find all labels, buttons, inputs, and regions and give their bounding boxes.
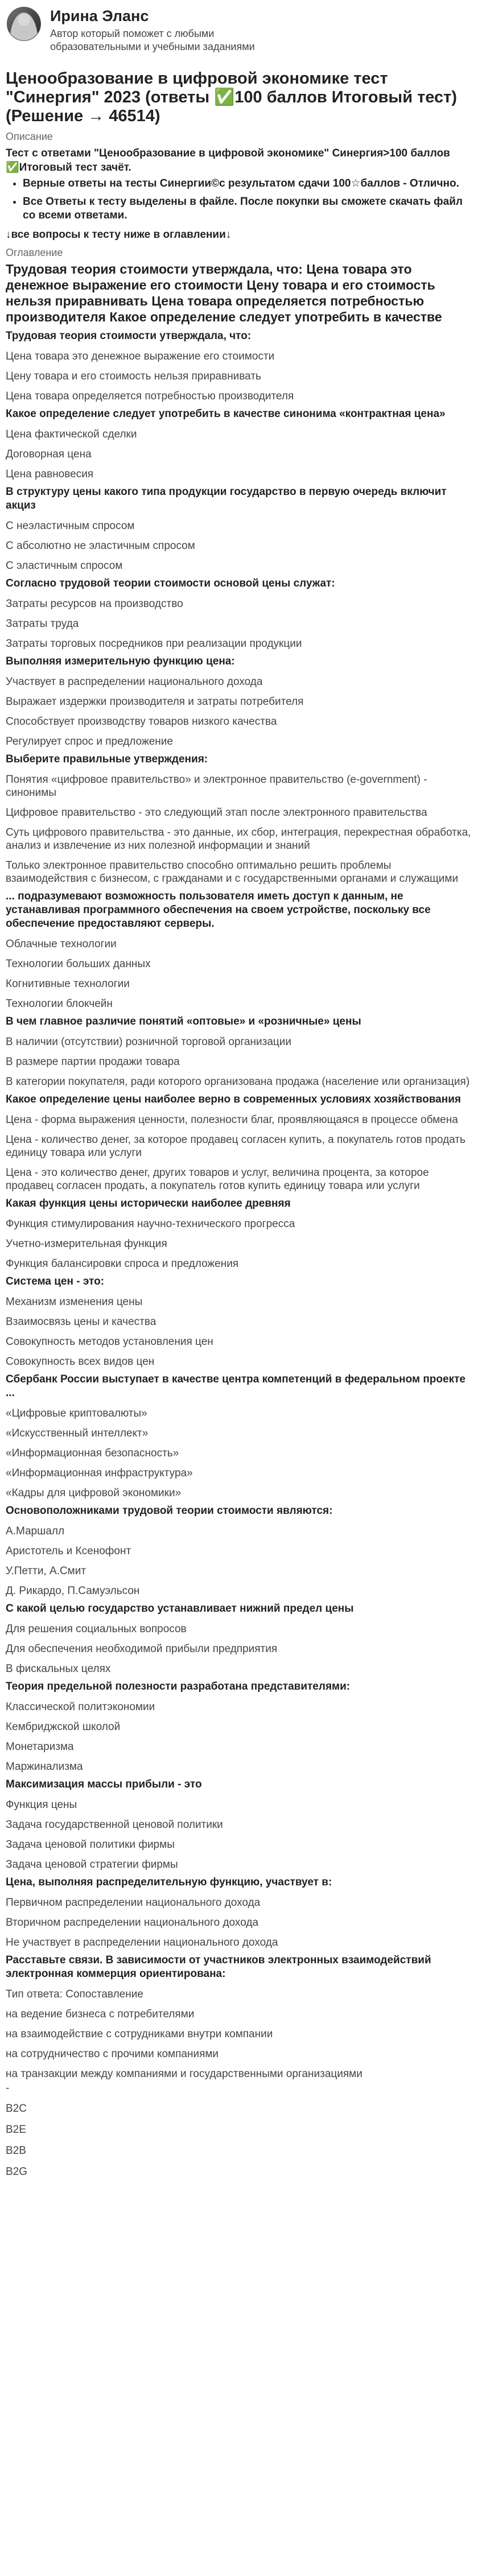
answer-option: Цена - это количество денег, других товаров и услуг, величина процента, за которое продавец согласен продать, а покупатель готов купить единицу товара или услуги (6, 1167, 429, 1192)
answer-option: Когнитивные технологии (6, 978, 130, 990)
answer-option: А.Маршалл (6, 1525, 65, 1537)
answer-option: Способствует производству товаров низкого качества (6, 716, 277, 728)
answer-option: Не участвует в распределении национального дохода (6, 1937, 278, 1948)
question-list (6, 329, 476, 2080)
question-text: Расставьте связи. В зависимости от участников электронных взаимодействий электронная коммерция ориентирована: (6, 1954, 431, 1980)
question-block (6, 1504, 476, 1597)
answer-option: У.Петти, А.Смит (6, 1565, 86, 1577)
answer-option: Затраты ресурсов на производство (6, 598, 183, 610)
answer-option: Маржинализма (6, 1761, 83, 1773)
answer-option: С абсолютно не эластичным спросом (6, 540, 195, 552)
question-block (6, 1197, 476, 1270)
answer-option: Функция цены (6, 1799, 77, 1811)
answer-option: С эластичным спросом (6, 560, 123, 572)
answer-option: Взаимосвязь цены и качества (6, 1316, 156, 1328)
answer-option: Понятия «цифровое правительство» и электронное правительство (e-government) - синонимы (6, 774, 427, 799)
question-block (6, 1954, 476, 2080)
question-text: С какой целью государство устанавливает нижний предел цены (6, 1603, 354, 1615)
page-title: Ценообразование в цифровой экономике тест "Синергия" 2023 (ответы ✅100 баллов Итоговый тест) (Решение → 46514) (6, 69, 458, 125)
answer-option: Цена фактической сделки (6, 428, 137, 440)
answer-option: на транзакции между компаниями и государственными организациями (6, 2068, 362, 2080)
answer-option: «Цифровые криптовалюты» (6, 1407, 147, 1419)
question-text: ... подразумевают возможность пользователя иметь доступ к данным, не устанавливая программного обеспечения на своем устройстве, поскольку все обеспечение предоставляют серверы. (6, 890, 431, 930)
question-text: Какое определение цены наиболее верно в современных условиях хозяйствования (6, 1093, 461, 1105)
answer-option: Договорная цена (6, 448, 92, 460)
answer-option: «Информационная безопасность» (6, 1447, 179, 1459)
answer-option: В фискальных целях (6, 1663, 111, 1675)
question-block (6, 890, 476, 1010)
question-block (6, 1876, 476, 1949)
answer-option: Задача ценовой стратегии фирмы (6, 1859, 178, 1871)
answer-option: Кембриджской школой (6, 1721, 121, 1733)
answer-option: «Кадры для цифровой экономики» (6, 1487, 182, 1499)
question-text: В структуру цены какого типа продукции государство в первую очередь включит акциз (6, 486, 447, 511)
answer-option: В категории покупателя, ради которого организована продажа (население или организация) (6, 1076, 470, 1088)
question-text: Теория предельной полезности разработана представителями: (6, 1681, 351, 1692)
answer-option: Для обеспечения необходимой прибыли предприятия (6, 1643, 278, 1655)
question-text: Цена, выполняя распределительную функцию, участвует в: (6, 1876, 332, 1888)
answer-option: Цену товара и его стоимость нельзя приравнивать (6, 370, 261, 382)
answer-option: Облачные технологии (6, 938, 117, 950)
question-block (6, 1602, 476, 1675)
answer-option: Задача государственной ценовой политики (6, 1819, 223, 1831)
description-bullet: • Все Ответы к тесту выделены в файле. После покупки вы сможете скачать файл со всеми ответами. (23, 195, 476, 222)
question-block (6, 655, 476, 748)
question-block (6, 1275, 476, 1368)
dash-separator: - (6, 2082, 10, 2094)
description-label: Описание (6, 131, 53, 142)
answer-option: В размере партии продажи товара (6, 1056, 180, 1068)
author-description: Автор который поможет с любыми образовательными и учебными заданиями (50, 28, 255, 52)
answer-option: Учетно-измерительная функция (6, 1238, 167, 1250)
answer-option: Совокупность методов установления цен (6, 1336, 213, 1348)
question-block (6, 1015, 476, 1088)
description-bullet: • Верные ответы на тесты Синергии©с результатом сдачи 100☆баллов - Отлично. (23, 177, 476, 191)
toc-heading: Трудовая теория стоимости утверждала, что: Цена товара это денежное выражение его стоимости Цену товара и его стоимость нельзя приравнивать Цена товара определяется потребностью производителя Какое определение следует употребить в качестве (6, 262, 442, 324)
question-text: Согласно трудовой теории стоимости основой цены служат: (6, 577, 335, 589)
author-info (50, 5, 289, 53)
answer-option: Цифровое правительство - это следующий этап после электронного правительства (6, 807, 427, 819)
answer-option: Задача ценовой политики фирмы (6, 1839, 175, 1851)
question-text: Трудовая теория стоимости утверждала, что: (6, 330, 252, 342)
answer-option: на ведение бизнеса с потребителями (6, 2008, 195, 2020)
question-text: Максимизация массы прибыли - это (6, 1778, 202, 1790)
answer-option: Монетаризма (6, 1741, 74, 1753)
question-block (6, 329, 476, 403)
question-block (6, 1778, 476, 1871)
question-block (6, 577, 476, 650)
question-block (6, 1093, 476, 1192)
answer-option: Технологии больших данных (6, 958, 151, 970)
answer-option: Совокупность всех видов цен (6, 1356, 155, 1368)
answer-option: Классической политэкономии (6, 1701, 155, 1713)
author-avatar[interactable] (7, 7, 41, 41)
answer-code: B2G (6, 2166, 28, 2178)
answer-code-list (6, 2102, 476, 2178)
question-block (6, 753, 476, 885)
answer-option: Цена товара определяется потребностью производителя (6, 390, 294, 402)
answer-option: Первичном распределении национального дохода (6, 1897, 261, 1909)
question-text: Выполняя измерительную функцию цена: (6, 655, 235, 667)
question-block (6, 485, 476, 572)
answer-option: Для решения социальных вопросов (6, 1623, 187, 1635)
answer-option: Цена равновесия (6, 468, 94, 480)
answer-option: Затраты торговых посредников при реализации продукции (6, 638, 302, 650)
answer-code: B2B (6, 2145, 26, 2157)
author-name[interactable]: Ирина Эланс (50, 7, 149, 24)
answer-option: В наличии (отсутствии) розничной торговой организации (6, 1036, 292, 1048)
answer-option: Регулирует спрос и предложение (6, 736, 173, 748)
answer-option: Цена товара это денежное выражение его стоимости (6, 350, 275, 362)
answer-option: на сотрудничество с прочими компаниями (6, 2048, 219, 2060)
question-text: В чем главное различие понятий «оптовые» и «розничные» цены (6, 1015, 361, 1027)
answer-option: Функция стимулирования научно-технического прогресса (6, 1218, 295, 1230)
question-block (6, 407, 476, 481)
answer-option: «Информационная инфраструктура» (6, 1467, 193, 1479)
answer-option: Цена - количество денег, за которое продавец согласен купить, а покупатель готов продать единицу товара или услуги (6, 1134, 465, 1159)
answer-option: на взаимодействие с сотрудниками внутри компании (6, 2028, 273, 2040)
question-text: Какая функция цены исторически наиболее древняя (6, 1198, 291, 1209)
description-lead: Тест с ответами "Ценообразование в цифровой экономике" Синергия>100 баллов ✅Итоговый тест зачёт. (6, 147, 450, 174)
answer-option: Механизм изменения цены (6, 1296, 143, 1308)
questions-below-note: ↓все вопросы к тесту ниже в оглавлении↓ (6, 229, 232, 241)
toc-label: Оглавление (6, 247, 63, 258)
answer-option: Тип ответа: Сопоставление (6, 1988, 143, 2000)
answer-option: Функция балансировки спроса и предложения (6, 1258, 239, 1270)
author-card (6, 0, 476, 67)
answer-option: Выражает издержки производителя и затраты потребителя (6, 696, 304, 708)
answer-code: B2C (6, 2103, 27, 2115)
answer-option: Аристотель и Ксенофонт (6, 1545, 131, 1557)
question-block (6, 1373, 476, 1500)
question-text: Какое определение следует употребить в качестве синонима «контрактная цена» (6, 408, 446, 420)
answer-option: Технологии блокчейн (6, 998, 113, 1010)
answer-option: «Искусственный интеллект» (6, 1427, 149, 1439)
question-text: Система цен - это: (6, 1275, 105, 1287)
answer-option: Только электронное правительство способно оптимально решить проблемы взаимодействия с бизнесом, с гражданами и с государственными органами и служащими (6, 860, 459, 885)
answer-option: С неэластичным спросом (6, 520, 135, 532)
question-text: Основоположниками трудовой теории стоимости являются: (6, 1505, 333, 1517)
answer-option: Д. Рикардо, П.Самуэльсон (6, 1585, 140, 1597)
answer-option: Затраты труда (6, 618, 79, 630)
answer-option: Цена - форма выражения ценности, полезности благ, проявляющаяся в процессе обмена (6, 1114, 458, 1126)
description-bullets (23, 177, 476, 222)
answer-code: B2E (6, 2124, 26, 2136)
question-text: Сбербанк России выступает в качестве центра компетенций в федеральном проекте ... (6, 1373, 465, 1399)
question-block (6, 1680, 476, 1773)
answer-option: Вторичном распределении национального дохода (6, 1917, 259, 1929)
answer-option: Суть цифрового правительства - это данные, их сбор, интеграция, перекрестная обработка, анализ и извлечение из них полезной информации и знаний (6, 827, 471, 852)
answer-option: Участвует в распределении национального дохода (6, 676, 263, 688)
question-text: Выберите правильные утверждения: (6, 753, 208, 765)
